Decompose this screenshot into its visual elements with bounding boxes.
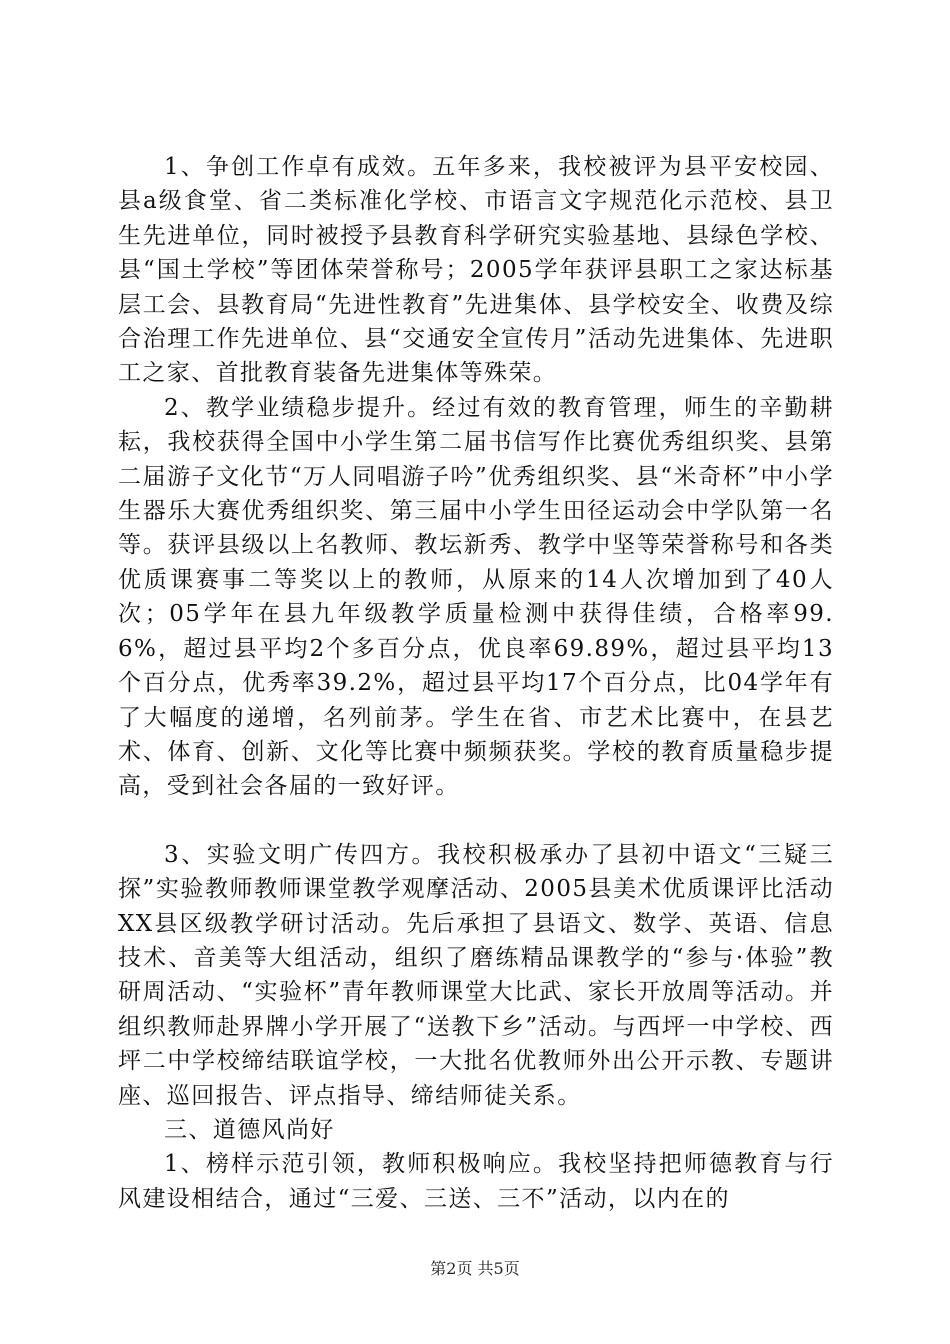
document-body (118, 150, 834, 1216)
paragraph-role-models: 1、榜样示范引领，教师积极响应。我校坚持把师德教育与行风建设相结合，通过“三爱、三送、三不”活动，以内在的 (118, 1151, 834, 1212)
paragraph-achievements: 1、争创工作卓有成效。五年多来，我校被评为县平安校园、县a级食堂、省二类标准化学校、市语言文字规范化示范校、县卫生先进单位，同时被授予县教育科学研究实验基地、县绿色学校、县“国土学校”等团体荣誉称号；2005学年获评县职工之家达标基层工会、县教育局“先进性教育”先进集体、县学校安全、收费及综合治理工作先进单位、县“交通安全宣传月”活动先进集体、先进职工之家、首批教育装备先进集体等殊荣。 (118, 154, 834, 387)
page-number-footer: 第2页 共5页 (430, 1259, 520, 1278)
paragraph-spacer (118, 804, 834, 838)
section-heading-morality: 三、道德风尚好 (164, 1116, 335, 1143)
paragraph-experiment: 3、实验文明广传四方。我校积极承办了县初中语文“三疑三探”实验教师教师课堂教学观摩活动、2005县美术优质课评比活动XX县区级教学研讨活动。先后承担了县语文、数学、英语、信息技术、音美等大组活动，组织了磨练精品课教学的“参与·体验”教研周活动、“实验杯”青年教师课堂大比武、家长开放周等活动。并组织教师赴界牌小学开展了“送教下乡”活动。与西坪一中学校、西坪二中学校缔结联谊学校，一大批名优教师外出公开示教、专题讲座、巡回报告、评点指导、缔结师徒关系。 (118, 841, 834, 1109)
paragraph-teaching-results: 2、教学业绩稳步提升。经过有效的教育管理，师生的辛勤耕耘，我校获得全国中小学生第二届书信写作比赛优秀组织奖、县第二届游子文化节“万人同唱游子吟”优秀组织奖、县“米奇杯”中小学生器乐大赛优秀组织奖、第三届中小学生田径运动会中学队第一名等。获评县级以上名教师、教坛新秀、教学中坚等荣誉称号和各类优质课赛事二等奖以上的教师，从原来的14人次增加到了40人次；05学年在县九年级教学质量检测中获得佳绩，合格率99.6%，超过县平均2个多百分点，优良率69.89%，超过县平均13个百分点，优秀率39.2%，超过县平均17个百分点，比04学年有了大幅度的递增，名列前茅。学生在省、市艺术比赛中，在县艺术、体育、创新、文化等比赛中频频获奖。学校的教育质量稳步提高，受到社会各届的一致好评。 (118, 394, 834, 800)
